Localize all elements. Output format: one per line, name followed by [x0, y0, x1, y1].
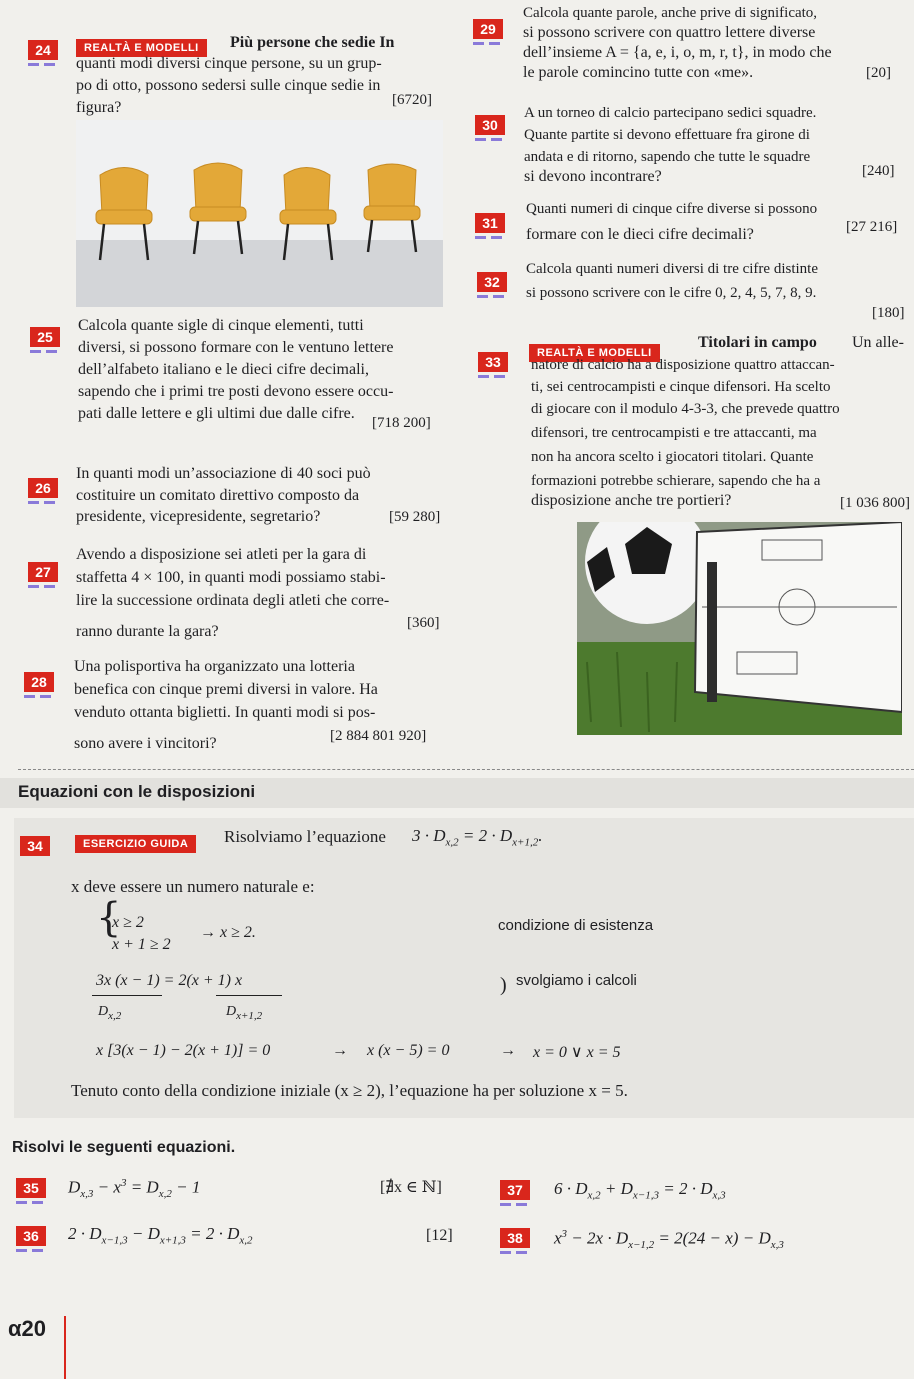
difficulty-marker — [500, 1251, 530, 1254]
exercise-27-answer: [360] — [407, 615, 440, 631]
page-number: α20 — [8, 1316, 46, 1341]
exercise-28-text: venduto ottanta biglietti. In quanti modi si pos- — [74, 704, 376, 721]
denominator-sub: x+1,2 — [236, 1009, 263, 1022]
exercise-30-answer: [240] — [862, 163, 895, 179]
exercise-33-text: disposizione anche tre portieri? — [531, 492, 732, 509]
exercise-27-text: staffetta 4 × 100, in quanti modi possiamo stabi- — [76, 569, 386, 586]
exercise-30-text: Quante partite si devono effettuare fra girone di — [524, 127, 810, 143]
exercise-33-text: natore di calcio ha a disposizione quattro attaccan- — [531, 357, 835, 373]
equation-35: $D_{x,3} - x^3 = D_{x,2} - 1$ — [68, 1177, 201, 1201]
exercise-number-37: 37 — [500, 1180, 530, 1200]
exercise-26-text: costituire un comitato direttivo composto da — [76, 487, 360, 504]
guided-exercise-box — [14, 818, 914, 1118]
denominator-sub: x,2 — [108, 1009, 122, 1022]
exercise-29-answer: [20] — [866, 65, 891, 81]
exercise-31-text: formare con le dieci cifre decimali? — [526, 226, 754, 243]
difficulty-marker — [478, 375, 508, 378]
denominator-1 — [98, 1004, 121, 1022]
exercise-25-text: dell’alfabeto italiano e le dieci cifre decimali, — [78, 361, 369, 378]
esercizio-guida-tag: ESERCIZIO GUIDA — [75, 835, 196, 853]
exercise-25-text: sapendo che i primi tre posti devono essere occu- — [78, 383, 394, 400]
difficulty-marker — [24, 695, 54, 698]
exercise-number-26: 26 — [28, 478, 58, 498]
exercise-31-text: Quanti numeri di cinque cifre diverse si possono — [526, 201, 818, 217]
equation-37: $6 \cdot D_{x,2} + D_{x-1,3} = 2 \cdot D_{x,3}$ — [554, 1179, 726, 1202]
exercise-33-text: formazioni potrebbe schierare, sapendo che ha a — [531, 473, 821, 489]
exercise-number-27: 27 — [28, 562, 58, 582]
realta-modelli-tag: REALTÀ E MODELLI — [529, 344, 660, 362]
system-line-1: x ≥ 2 — [112, 914, 144, 931]
exercise-24-text: po di otto, possono sedersi sulle cinque sedie in — [76, 77, 381, 94]
step-3a: x [3(x − 1) − 2(x + 1)] = 0 — [96, 1042, 271, 1059]
fraction-bar — [216, 995, 282, 996]
brace-small: ) — [500, 974, 507, 996]
denominator-d: D — [98, 1004, 109, 1019]
difficulty-marker — [16, 1201, 46, 1204]
difficulty-marker — [16, 1249, 46, 1252]
exercise-32-answer: [180] — [872, 305, 905, 321]
solve-title: Risolvi le seguenti equazioni. — [12, 1139, 236, 1156]
chairs-photo — [76, 120, 443, 307]
equation-36: $2 \cdot D_{x-1,3} - D_{x+1,3} = 2 \cdot D_{x,2}$ — [68, 1224, 253, 1247]
difficulty-marker — [500, 1203, 530, 1206]
denominator-d: D — [226, 1004, 237, 1019]
exercise-33-title: Titolari in campo — [698, 334, 817, 351]
exercise-25-text: Calcola quante sigle di cinque elementi, tutti — [78, 317, 364, 334]
exercise-24-text: figura? — [76, 99, 122, 116]
exercise-27-text: lire la successione ordinata degli atleti che corre- — [76, 592, 390, 609]
exercise-24-title: Più persone che sedie In — [230, 34, 395, 51]
exercise-number-24: 24 — [28, 40, 58, 60]
exercise-number-35: 35 — [16, 1178, 46, 1198]
exercise-number-30: 30 — [475, 115, 505, 135]
exercise-32-text: Calcola quanti numeri diversi di tre cifre distinte — [526, 261, 818, 277]
difficulty-marker — [473, 42, 503, 45]
difficulty-marker — [28, 63, 58, 66]
exercise-number-32: 32 — [477, 272, 507, 292]
system-result: → x ≥ 2. — [200, 924, 256, 941]
exercise-number-33: 33 — [478, 352, 508, 372]
exercise-30-text: A un torneo di calcio partecipano sedici squadre. — [524, 105, 817, 121]
denominator-2 — [226, 1004, 262, 1022]
exercise-number-25: 25 — [30, 327, 60, 347]
exercise-26-answer: [59 280] — [389, 509, 441, 525]
exercise-29-text: Calcola quante parole, anche prive di significato, — [523, 5, 818, 21]
exercise-35-answer: [∄x ∈ ℕ] — [380, 1179, 442, 1196]
exercise-27-text: Avendo a disposizione sei atleti per la gara di — [76, 546, 367, 563]
fraction-numerators: 3x (x − 1) = 2(x + 1) x — [96, 972, 243, 989]
exercise-30-text: si devono incontrare? — [524, 168, 662, 185]
exercise-30-text: andata e di ritorno, sapendo che tutte le squadre — [524, 149, 811, 165]
exercise-33-answer: [1 036 800] — [840, 495, 910, 511]
condition-label: condizione di esistenza — [498, 917, 654, 934]
calc-label: svolgiamo i calcoli — [516, 972, 637, 989]
guided-equation: $3 \cdot D_{x,2} = 2 \cdot D_{x+1,2}$. — [412, 826, 543, 849]
exercise-26-text: In quanti modi un’associazione di 40 soci può — [76, 465, 371, 482]
arrow: → — [332, 1042, 348, 1059]
exercise-31-answer: [27 216] — [846, 219, 898, 235]
difficulty-marker — [475, 138, 505, 141]
exercise-33-text: difensori, tre centrocampisti e tre attaccanti, ma — [531, 425, 817, 441]
exercise-33-text: ti, sei centrocampisti e cinque difensori. Ha scelto — [531, 379, 831, 395]
exercise-number-34: 34 — [20, 836, 50, 856]
realta-modelli-tag: REALTÀ E MODELLI — [76, 39, 207, 57]
divider — [18, 769, 914, 770]
difficulty-marker — [28, 501, 58, 504]
guided-step-1: x deve essere un numero naturale e: — [71, 877, 315, 896]
exercise-33-text: non ha ancora scelto i giocatori titolari. Quante — [531, 449, 814, 465]
footer-rule — [64, 1316, 66, 1379]
exercise-29-text: dell’insieme A = {a, e, i, o, m, r, t}, in modo che — [523, 44, 832, 61]
equation-38: $x^3 - 2x \cdot D_{x-1,2} = 2(24 - x) - D_{x,3}$ — [554, 1228, 784, 1252]
difficulty-marker — [28, 585, 58, 588]
football-tactics-photo — [577, 522, 902, 735]
difficulty-marker — [30, 350, 60, 353]
difficulty-marker — [477, 295, 507, 298]
fraction-bar — [92, 995, 162, 996]
exercise-25-text: pati dalle lettere e gli ultimi due dalle cifre. — [78, 405, 355, 422]
guided-intro: Risolviamo l’equazione — [224, 827, 386, 846]
section-title: Equazioni con le disposizioni — [18, 782, 256, 801]
difficulty-marker — [475, 236, 505, 239]
brace: { — [96, 895, 122, 941]
exercise-number-29: 29 — [473, 19, 503, 39]
system-line-2: x + 1 ≥ 2 — [112, 936, 171, 953]
exercise-28-text: benefica con cinque premi diversi in valore. Ha — [74, 681, 378, 698]
exercise-28-answer: [2 884 801 920] — [330, 728, 427, 744]
exercise-32-text: si possono scrivere con le cifre 0, 2, 4, 5, 7, 8, 9. — [526, 285, 817, 301]
exercise-number-28: 28 — [24, 672, 54, 692]
exercise-26-text: presidente, vicepresidente, segretario? — [76, 508, 321, 525]
exercise-29-text: si possono scrivere con quattro lettere diverse — [523, 24, 816, 41]
exercise-24-text: quanti modi diversi cinque persone, su un grup- — [76, 55, 382, 72]
exercise-28-text: Una polisportiva ha organizzato una lotteria — [74, 658, 355, 675]
arrow: → — [500, 1042, 516, 1059]
exercise-number-31: 31 — [475, 213, 505, 233]
exercise-36-answer: [12] — [426, 1227, 453, 1244]
step-3b: x (x − 5) = 0 — [367, 1042, 450, 1059]
exercise-28-text: sono avere i vincitori? — [74, 735, 217, 752]
exercise-33-text: Un alle- — [852, 334, 904, 351]
exercise-number-38: 38 — [500, 1228, 530, 1248]
exercise-27-text: ranno durante la gara? — [76, 623, 219, 640]
exercise-24-answer: [6720] — [392, 92, 432, 108]
exercise-25-answer: [718 200] — [372, 415, 431, 431]
exercise-29-text: le parole comincino tutte con «me». — [523, 64, 754, 81]
guided-conclusion: Tenuto conto della condizione iniziale (x ≥ 2), l’equazione ha per soluzione x = 5. — [71, 1081, 628, 1100]
exercise-33-text: di giocare con il modulo 4-3-3, che prevede quattro — [531, 401, 840, 417]
exercise-number-36: 36 — [16, 1226, 46, 1246]
step-3c: x = 0 ∨ x = 5 — [533, 1044, 621, 1061]
exercise-25-text: diversi, si possono formare con le ventuno lettere — [78, 339, 394, 356]
